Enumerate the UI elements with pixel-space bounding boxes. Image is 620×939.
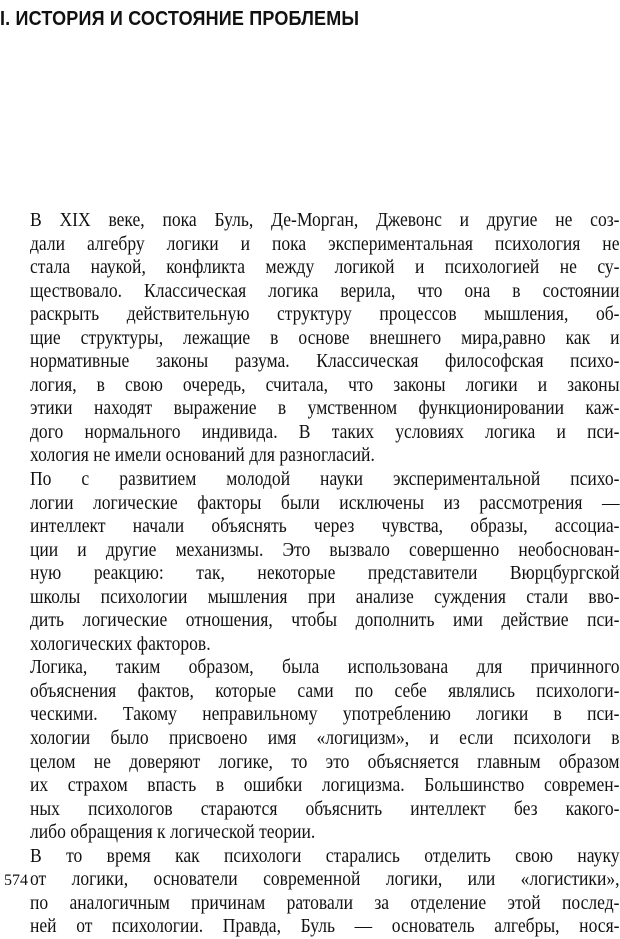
text-line: хологических факторов. bbox=[30, 633, 211, 655]
text-line: дить логические отношения, чтобы дополнить ими действие пси- bbox=[30, 610, 620, 632]
paragraph-first-line: В XIX веке, пока Буль, Де-Морган, Джевонс и другие не соз- bbox=[30, 210, 620, 231]
paragraph-first-line: Логика, таким образом, была использована для причинного bbox=[30, 657, 620, 679]
text-line: ческими. Такому неправильному употреблению логики в пси- bbox=[30, 704, 620, 726]
chapter-title: I. ИСТОРИЯ И СОСТОЯНИЕ ПРОБЛЕМЫ bbox=[0, 8, 360, 30]
text-line: ции и другие механизмы. Это вызвало совершенно необоснован- bbox=[30, 539, 620, 561]
text-line: ней от психологии. Правда, Буль — основатель алгебры, нося- bbox=[30, 916, 620, 938]
text-line: стала наукой, конфликта между логикой и психологией не су- bbox=[30, 257, 620, 279]
text-line: ных психологов стараются объяснить интеллект без какого- bbox=[30, 798, 620, 820]
text-line: школы психологии мышления при анализе суждения стали вво- bbox=[30, 586, 620, 608]
text-line: логия, в свою очередь, считала, что законы логики и законы bbox=[30, 374, 620, 396]
text-line: их страхом впасть в ошибки логицизма. Большинство современ- bbox=[30, 775, 620, 797]
text-line: по аналогичным причинам ратовали за отделение этой послед- bbox=[30, 892, 620, 914]
text-line: дали алгебру логики и пока экспериментальная психология не bbox=[30, 233, 620, 255]
text-line: логии логические факторы были исключены из рассмотрения — bbox=[30, 492, 620, 514]
page-number: 574 bbox=[4, 872, 28, 889]
text-line: либо обращения к логической теории. bbox=[30, 822, 316, 844]
text-line: ную реакцию: так, некоторые представители Вюрцбургской bbox=[30, 563, 620, 585]
text-line: хология не имели оснований для разногласий. bbox=[30, 445, 375, 467]
text-line: целом не доверяют логике, то это объясняется главным образом bbox=[30, 751, 620, 773]
text-line: щие структуры, лежащие в основе внешнего мира,равно как и bbox=[30, 327, 620, 349]
body-text bbox=[30, 209, 620, 939]
text-line: объяснения фактов, которые сами по себе являлись психологи- bbox=[30, 680, 620, 702]
text-line: раскрыть действительную структуру процессов мышления, об- bbox=[30, 304, 620, 326]
text-line: от логики, основатели современной логики, или «логистики», bbox=[30, 869, 620, 891]
text-line: ществовало. Классическая логика верила, что она в состоянии bbox=[30, 280, 620, 302]
text-line: этики находят выражение в умственном функционировании каж- bbox=[30, 398, 620, 420]
paragraph-first-line: По с развитием молодой науки экспериментальной психо- bbox=[30, 469, 620, 491]
text-line: дого нормального индивида. В таких условиях логика и пси- bbox=[30, 421, 620, 443]
text-line: хологии было присвоено имя «логицизм», и если психологи в bbox=[30, 728, 620, 750]
text-line: нормативные законы разума. Классическая философская психо- bbox=[30, 351, 620, 373]
text-line: интеллект начали объяснять через чувства, образы, ассоциа- bbox=[30, 516, 620, 538]
paragraph-first-line: В то время как психологи старались отделить свою науку bbox=[30, 845, 620, 867]
